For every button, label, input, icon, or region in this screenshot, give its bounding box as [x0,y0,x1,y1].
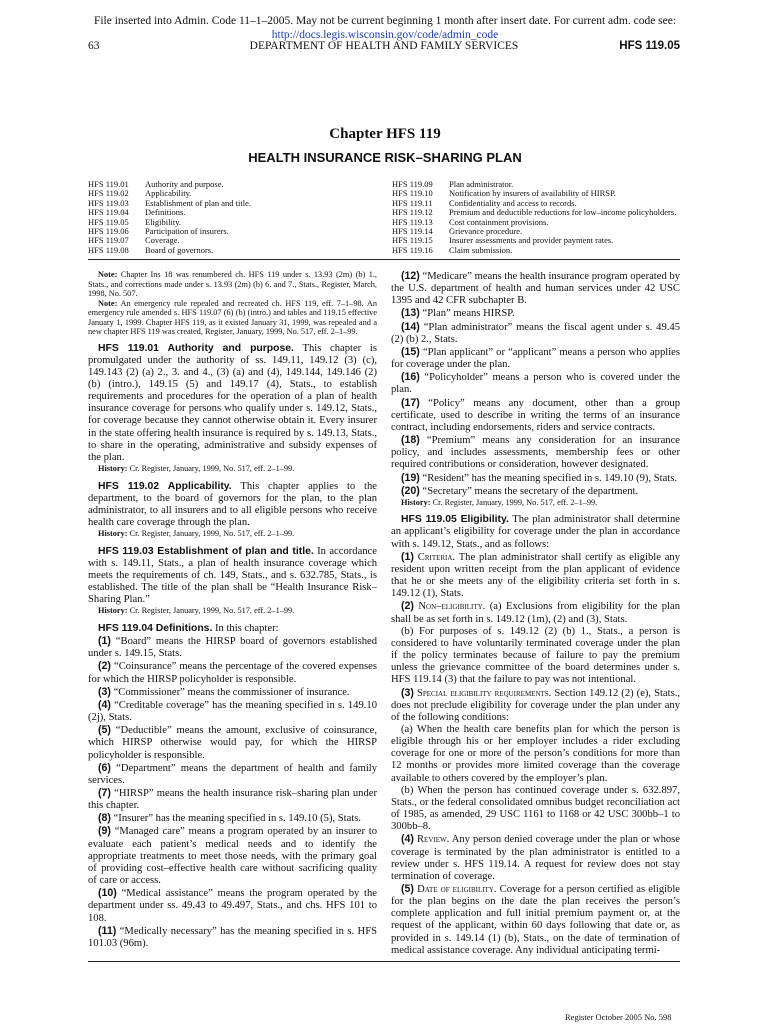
definition: (17) “Policy” means any document, other than a group certificate, used to describe in writing the terms of an insurance contract, including endorsements, riders and service contracts. [391,396,680,433]
toc-entry: HFS 119.05 Eligibility. [88,216,182,227]
history-note: History: Cr. Register, January, 1999, No. 517, eff. 2–1–99. [98,606,295,616]
definition: (12) “Medicare” means the health insurance program operated by the U.S. department of health and human services under 42 USC 1395 and 42 CFR subchapter B. [391,270,680,307]
toc-entry: HFS 119.07 Coverage. [88,235,180,246]
definition: (9) “Managed care” means a program operated by an insurer to evaluate each patient’s medical needs and to identify the appropriate treatments to meet those needs, with the primary goal of providing cost–effective health care without sacrificing quality of care or access. [88,825,377,887]
register-footer: Register October 2005 No. 598 [565,1012,672,1022]
toc-entry: HFS 119.06 Participation of insurers. [88,226,229,237]
subsection-date-of-eligibility: (5) Date of eligibility. Coverage for a person certified as eligible for the plan begins on the date the plan receives the person’s complete application and full initial premium payment or, at the request of the applicant, within 60 days following that date or, as provided in s. 149.14 (1) (b), Stats., on the date of termination of medical assistance coverage. Any individual anticipating termi- [391,883,681,956]
definition: (8) “Insurer” has the meaning specified in s. 149.10 (5), Stats. [98,812,362,825]
paragraph: (b) When the person has continued coverage under s. 632.897, Stats., or the federal consolidated omnibus budget reconciliation act of 1985, as amended, 29 USC 1161 to 1168 or 42 USC 300bb–1 to 300bb–8. [391,784,680,833]
toc-entry: HFS 119.16 Claim submission. [392,244,513,255]
notice-text: File inserted into Admin. Code 11–1–2005. May not be current beginning 1 month after insert date. For current adm. code see: [93,15,677,27]
section-119-01: HFS 119.01 Authority and purpose. This chapter is promulgated under the authority of ss. 149.11, 149.12 (3) (c), 149.143 (2) (a) 2., 3. and 4., (3) (a) and (4), 149.144, 149.146 (2) (b) (intro.), 149.15 (5) and 149.17 (4), Stats., to establish requirements and procedures for the operation of a plan of health insurance coverage for persons who qualify under s. 149.12, Stats., for coverage because they cannot otherwise obtain it. Every insurer in the state offering health insurance is required by s. 149.13, Stats., to share in the operating, administrative and subsidy expenses of the plan. [88,342,377,463]
department-name: DEPARTMENT OF HEALTH AND FAMILY SERVICES [249,40,519,52]
page-number: 63 [88,40,100,52]
section-119-03: HFS 119.03 Establishment of plan and title. In accordance with s. 149.11, Stats., a plan of health insurance coverage which meets the requirements of ch. 149, Stats., and s. 632.785, Stats., is established. The title of the plan shall be “Health Insurance Risk–Sharing Plan.” [88,545,377,606]
definition: (4) “Creditable coverage” has the meaning specified in s. 149.10 (2j), Stats. [88,698,377,724]
toc-entry: HFS 119.03 Establishment of plan and title. [88,197,251,208]
definition: (1) “Board” means the HIRSP board of governors established under s. 149.15, Stats. [88,635,377,660]
toc-right [392,180,676,255]
right-column [391,270,680,957]
toc-entry: HFS 119.15 Insurer assessments and provider payment rates. [392,235,614,246]
toc-entry: HFS 119.12 Premium and deductible reductions for low–income policyholders. [392,207,677,218]
definition: (16) “Policyholder” means a person who is covered under the plan. [391,371,680,396]
note: Note: An emergency rule repealed and recreated ch. HFS 119, eff. 7–1–98. An emergency rule amended s. HFS 119.07 (6) (b) (intro.) and tables and 119.15 effective January 1, 1999. Chapter HFS 119, as it existed January 31, 1999, was repealed and a new chapter HFS 119 was created, Register, January, 1999, No. 517, eff. 2–1–99. [88,298,377,336]
section-119-05: HFS 119.05 Eligibility. The plan administrator shall determine an applicant’s eligibility for coverage under the plan in accordance with s. 149.12, Stats., and as follows: [391,514,680,550]
chapter-subtitle: HEALTH INSURANCE RISK–SHARING PLAN [248,150,522,165]
chapter-title: Chapter HFS 119 [329,126,441,142]
definition: (10) “Medical assistance” means the program operated by the department under ss. 49.43 to 49.497, Stats., and chs. HFS 101 to 108. [88,887,377,924]
definition: (3) “Commissioner” means the commissioner of insurance. [98,685,350,698]
paragraph: (b) For purposes of s. 149.12 (2) (b) 1., Stats., a person is considered to have voluntarily terminated coverage under the plan if the policy terminates because of failure to pay the premium unless the grievance committee of the board determines under s. HFS 119.14 (3) that the failure to pay was not intentional. [391,625,680,686]
paragraph: (a) When the health care benefits plan for which the person is eligible through his or her employer includes a rider excluding coverage for one or more of the person’s conditions for more than 12 months or provides more limited coverage than the coverage available to others covered by the employer’s plan. [391,723,680,784]
definition: (13) “Plan” means HIRSP. [401,307,515,320]
running-header [88,40,680,54]
definition: (19) “Resident” has the meaning specified in s. 149.10 (9), Stats. [401,471,677,484]
definition: (18) “Premium” means any consideration for an insurance policy, and includes assessments, membership fees or other required contributions or consideration, however designated. [391,434,680,471]
subsection-review: (4) Review. Any person denied coverage under the plan or whose coverage is terminated by the plan administrator is entitled to a review under s. HFS 119.14. A request for review does not stay termination of coverage. [391,833,680,882]
subsection-criteria: (1) Criteria. The plan administrator shall certify as eligible any resident upon written receipt from the plan applicant of evidence that he or she meets any of the eligibility criteria set forth in s. 149.12 (1), Stats. [391,550,680,600]
admin-code-link[interactable]: http://docs.legis.wisconsin.gov/code/admin_code [271,29,499,41]
subsection-special-eligibility: (3) Special eligibility requirements. Section 149.12 (2) (e), Stats., does not preclude eligibility for coverage under the plan under any of the following conditions: [391,686,680,723]
divider [88,259,680,260]
toc-entry: HFS 119.01 Authority and purpose. [88,179,224,189]
left-column [88,270,377,950]
toc-entry: HFS 119.14 Grievance procedure. [392,226,523,237]
toc-entry: HFS 119.13 Cost containment provisions. [392,216,549,227]
definition: (11) “Medically necessary” has the meaning specified in s. HFS 101.03 (96m). [88,924,377,949]
definition: (6) “Department” means the department of health and family services. [88,761,377,786]
definition: (7) “HIRSP” means the health insurance risk–sharing plan under this chapter. [88,787,378,812]
section-119-02: HFS 119.02 Applicability. This chapter applies to the department, to the board of governors for the plan, to the plan administrator, to all insurers and to all eligible persons who receive health care coverage through the plan. [88,480,377,529]
toc-entry: HFS 119.11 Confidentiality and access to records. [392,197,577,208]
toc-entry: HFS 119.08 Board of governors. [88,244,214,255]
history-note: History: Cr. Register, January, 1999, No. 517, eff. 2–1–99. [401,497,598,507]
subsection-non-eligibility: (2) Non–eligibility. (a) Exclusions from eligibility for the plan shall be as set forth in s. 149.12 (1m), (2) and (3), Stats. [391,600,681,625]
history-note: History: Cr. Register, January, 1999, No. 517, eff. 2–1–99. [98,464,295,474]
definition: (15) “Plan applicant” or “applicant” means a person who applies for coverage under the plan. [391,345,680,371]
history-note: History: Cr. Register, January, 1999, No. 517, eff. 2–1–99. [98,529,295,539]
insert-notice [0,14,770,42]
section-119-04: HFS 119.04 Definitions. In this chapter: [98,622,279,634]
definition: (2) “Coinsurance” means the percentage of the covered expenses for which the HIRSP policyholder is responsible. [88,660,378,685]
footer-divider [88,961,680,962]
toc-entry: HFS 119.09 Plan administrator. [392,179,514,189]
definition: (5) “Deductible” means the amount, exclusive of coinsurance, which HIRSP otherwise would pay, for which the HIRSP policyholder is responsible. [88,724,377,761]
toc-entry: HFS 119.02 Applicability. [88,188,192,199]
toc-entry: HFS 119.10 Notification by insurers of availability of HIRSP. [392,188,616,199]
section-code: HFS 119.05 [619,40,680,52]
definition: (14) “Plan administrator” means the fiscal agent under s. 49.45 (2) (b) 2., Stats. [391,320,680,345]
note: Note: Chapter Ins 18 was renumbered ch. HFS 119 under s. 13.93 (2m) (b) 1., Stats., and corrections made under s. 13.93 (2m) (b) 6. and 7., Stats., Register, March, 1998, No. 507. [88,270,377,298]
toc-entry: HFS 119.04 Definitions. [88,207,186,218]
toc-left [88,180,251,255]
definition: (20) “Secretary” means the secretary of the department. [401,484,639,497]
